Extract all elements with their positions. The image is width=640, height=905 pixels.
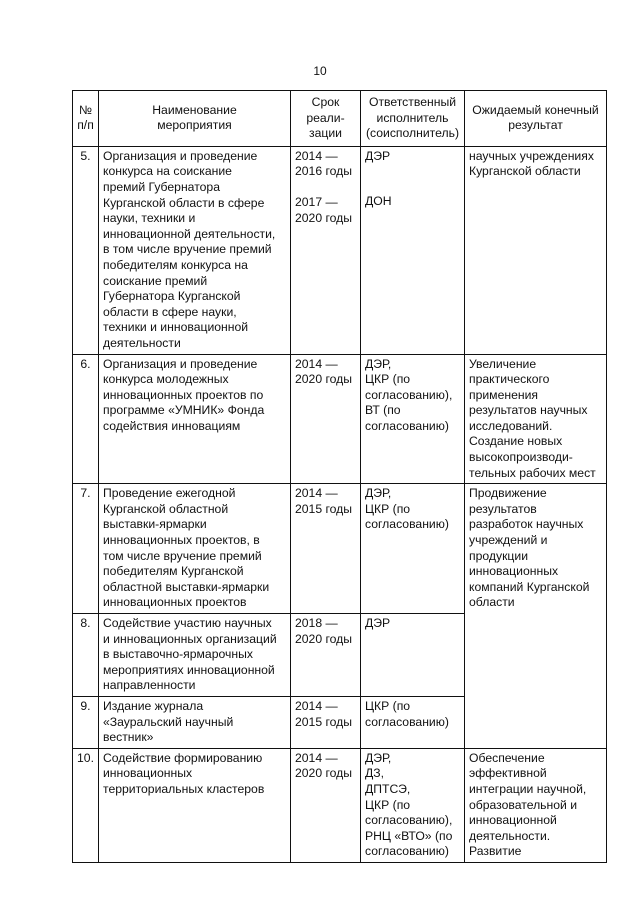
- table-row: [73, 146, 607, 354]
- row-executor: ДЭР ДОН: [361, 146, 465, 354]
- table-row: [73, 354, 607, 484]
- row-number: 5.: [73, 146, 99, 354]
- row-result: Увеличение практического применения результатов научных исследований. Создание новых высокопроизводи- тельных рабочих мест: [465, 354, 607, 484]
- row-number: 8.: [73, 614, 99, 697]
- header-term: Срок реали- зации: [291, 91, 361, 147]
- header-number: № п/п: [73, 91, 99, 147]
- row-result: [465, 696, 607, 748]
- row-name: Содействие участию научных и инновационных организаций в выставочно-ярмарочных мероприятиях инновационной направленности: [99, 614, 291, 697]
- row-executor: ДЭР, ЦКР (по согласованию), ВТ (по согласованию): [361, 354, 465, 484]
- row-term: 2014 — 2020 годы: [291, 354, 361, 484]
- header-name: Наименование мероприятия: [99, 91, 291, 147]
- row-number: 10.: [73, 748, 99, 862]
- row-name: Проведение ежегодной Курганской областной выставки-ярмарки инновационных проектов, в том числе вручение премий победителям Курганской областной выставки-ярмарки инновационных проектов: [99, 484, 291, 614]
- table-row: [73, 748, 607, 862]
- row-number: 9.: [73, 696, 99, 748]
- row-term: 2018 — 2020 годы: [291, 614, 361, 697]
- row-executor: ДЭР, ДЗ, ДПТСЭ, ЦКР (по согласованию), РНЦ «ВТО» (по согласованию): [361, 748, 465, 862]
- row-number: 7.: [73, 484, 99, 614]
- header-executor: Ответственный исполнитель (соисполнитель): [361, 91, 465, 147]
- row-executor: ДЭР: [361, 614, 465, 697]
- header-result: Ожидаемый конечный результат: [465, 91, 607, 147]
- row-result: [465, 614, 607, 697]
- table-row: [73, 696, 607, 748]
- row-term: 2014 — 2015 годы: [291, 696, 361, 748]
- row-term: 2014 — 2020 годы: [291, 748, 361, 862]
- table-header-row: [73, 91, 607, 147]
- row-name: Содействие формированию инновационных территориальных кластеров: [99, 748, 291, 862]
- row-executor: ЦКР (по согласованию): [361, 696, 465, 748]
- row-result: Продвижение результатов разработок научных учреждений и продукции инновационных компаний Курганской области: [465, 484, 607, 614]
- row-term: 2014 — 2015 годы: [291, 484, 361, 614]
- row-executor: ДЭР, ЦКР (по согласованию): [361, 484, 465, 614]
- table-row: [73, 614, 607, 697]
- row-result: Обеспечение эффективной интеграции научной, образовательной и инновационной деятельности. Развитие: [465, 748, 607, 862]
- row-name: Издание журнала «Зауральский научный вестник»: [99, 696, 291, 748]
- row-result: научных учреждениях Курганской области: [465, 146, 607, 354]
- page-number: 10: [313, 64, 327, 78]
- row-number: 6.: [73, 354, 99, 484]
- row-term: 2014 — 2016 годы 2017 — 2020 годы: [291, 146, 361, 354]
- table-row: [73, 484, 607, 614]
- row-name: Организация и проведение конкурса на соискание премий Губернатора Курганской области в сфере науки, техники и инновационной деятельности, в том числе вручение премий победителям конкурса на соискание премий Губернатора Курганской области в сфере науки, техники и инновационной деятельности: [99, 146, 291, 354]
- row-name: Организация и проведение конкурса молодежных инновационных проектов по программе «УМНИК» Фонда содействия инновациям: [99, 354, 291, 484]
- measures-table: [72, 90, 607, 863]
